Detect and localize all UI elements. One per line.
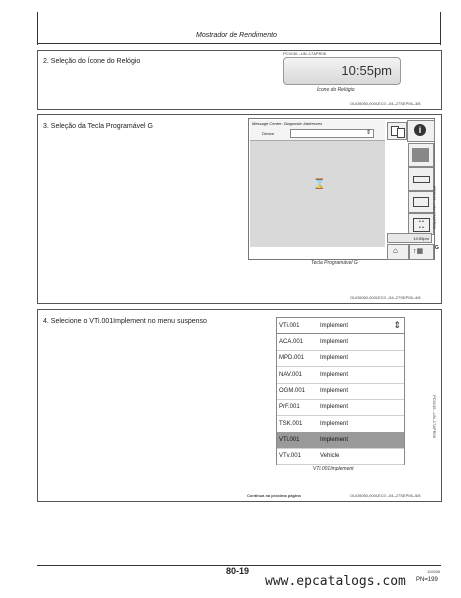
softkey-c[interactable] (408, 191, 434, 213)
screen-body (250, 141, 385, 247)
section3-vertical-ref: PC9135 –UN–17APR06 (432, 395, 437, 438)
info-softkey[interactable] (407, 120, 435, 142)
softkey-g-label: G (435, 245, 439, 251)
info-icon: i (414, 124, 426, 136)
softkey-caption: Tecla Programável G (311, 260, 358, 266)
softkey-d[interactable] (408, 213, 434, 235)
step-4-text: 4. Selecione o VTi.001Implement no menu suspenso (43, 318, 207, 325)
row-code: OGM.001 (279, 387, 306, 394)
row-type: Vehicle (320, 453, 340, 460)
home-softkey[interactable] (387, 244, 409, 260)
clock-caption: Ícone do Relógio (317, 87, 355, 93)
continue-note: Continua na próxima página (247, 493, 301, 498)
dropdown-row[interactable] (277, 416, 404, 433)
date-code: 110506 (427, 569, 441, 574)
header-rule (37, 43, 441, 44)
section2-ref: OUO6050,0001EC0 –54–27SEP06–4/8 (350, 295, 421, 300)
row-type: Implement (320, 436, 349, 443)
home-icon: ⌂ (393, 246, 398, 255)
row-type: Implement (320, 404, 349, 411)
row-type: Implement (320, 339, 349, 345)
softkey-a[interactable] (408, 143, 434, 167)
device-dropdown[interactable] (290, 129, 374, 138)
softkey-g[interactable] (409, 244, 434, 260)
pn-label: PN=199 (416, 577, 438, 583)
softkey-b[interactable] (408, 167, 434, 191)
dropdown-row[interactable] (277, 448, 404, 465)
folder-icon (413, 197, 429, 207)
dropdown-arrow-icon: ⇕ (365, 130, 371, 136)
margin-line-left-top (37, 12, 38, 45)
row-type: Implement (320, 420, 349, 427)
device-label: Device (262, 131, 275, 136)
dropdown-arrow-icon: ⇕ (393, 320, 401, 330)
screen-header (250, 120, 385, 141)
dropdown-row[interactable] (277, 367, 404, 384)
page-icon (397, 128, 405, 138)
figure-ref-top: PC9136 –UN–17APR06 (283, 51, 326, 56)
row-type: Implement (320, 387, 349, 394)
dropdown-caption: VTi.001Implement (313, 466, 354, 472)
time-bar: 10:55pm (387, 233, 432, 243)
dropdown-row[interactable] (277, 383, 404, 400)
watermark-link[interactable]: www.epcatalogs.com (265, 574, 406, 589)
margin-line-right-top (440, 12, 441, 45)
row-code: PrF.001 (279, 404, 300, 411)
row-code: TSK.001 (279, 420, 303, 427)
row-type: Implement (320, 371, 349, 378)
step-3-text: 3. Seleção da Tecla Programável G (43, 123, 153, 130)
dots-icon: • • • • (413, 218, 430, 232)
copy-softkey[interactable] (387, 122, 407, 140)
dropdown-row[interactable] (277, 432, 404, 449)
row-code: MPD.001 (279, 355, 305, 362)
row-code: ACA.001 (279, 339, 304, 345)
row-code: NAV.001 (279, 371, 303, 378)
page-title: Mostrador de Rendimento (196, 32, 277, 39)
dropdown-row[interactable] (277, 334, 404, 351)
section1-ref: OUO6050,0001EC0 –54–27SEP06–3/8 (350, 101, 421, 106)
row-type: Implement (320, 355, 349, 362)
dropdown-row[interactable] (277, 350, 404, 367)
dropdown-row[interactable] (277, 399, 404, 416)
display-icon (412, 148, 429, 162)
section2-vertical-ref: PC9134 –UN–17APR06 (432, 186, 437, 229)
display-screen (248, 118, 439, 260)
menu-icon: ↑▦ (413, 248, 424, 255)
tractor-icon (413, 176, 430, 183)
dropdown-header-code: VTi.001 (279, 323, 300, 329)
dropdown-header-type: Implement (320, 323, 349, 329)
step-2-text: 2. Seleção do Ícone do Relógio (43, 58, 141, 65)
implement-dropdown-list (276, 317, 405, 465)
page-number: 80-19 (226, 566, 250, 576)
hourglass-icon: ⌛ (313, 179, 326, 190)
dropdown-header[interactable] (277, 318, 404, 334)
screen-header-text: Message Center: Diagnostic Addresses (252, 121, 323, 126)
section3-ref: OUO6050,0001EC0 –54–27SEP06–5/8 (350, 493, 421, 498)
clock-icon[interactable] (283, 57, 401, 85)
clock-time: 10:55pm (341, 63, 392, 78)
row-code: VTv.001 (279, 453, 301, 460)
row-code: VTi.001 (279, 436, 300, 443)
